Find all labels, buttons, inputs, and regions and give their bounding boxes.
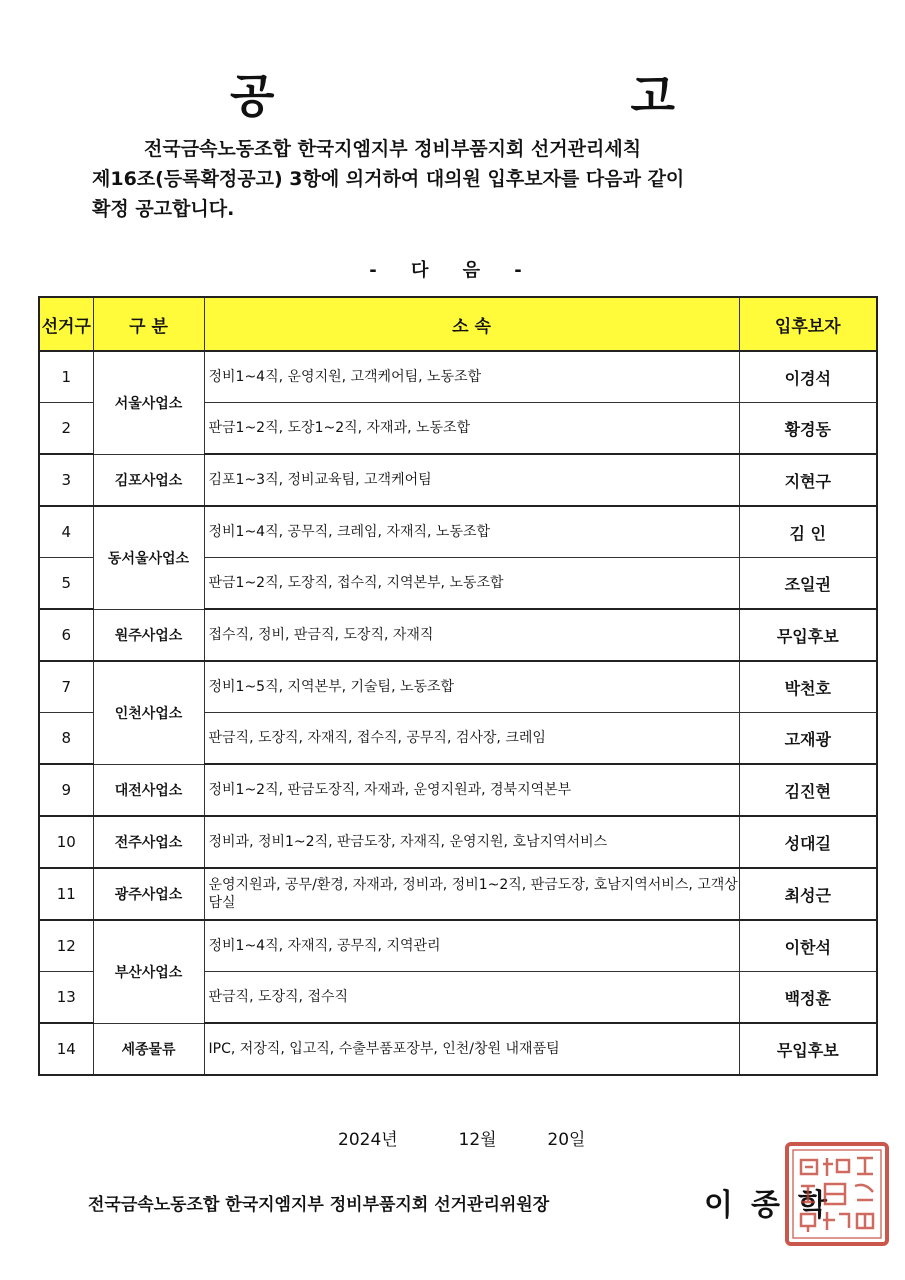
division-cell: 부산사업소	[93, 920, 204, 1023]
division-cell: 원주사업소	[93, 609, 204, 661]
intro-text	[92, 134, 832, 224]
district-no: 5	[39, 558, 93, 610]
table-row	[39, 764, 877, 816]
intro-line-3: 확정 공고합니다.	[92, 198, 235, 220]
table-row	[39, 351, 877, 403]
header-division: 구 분	[93, 297, 204, 351]
affiliation-cell: 판금직, 도장직, 접수직	[204, 972, 739, 1024]
candidate-cell: 성대길	[739, 816, 877, 868]
district-no: 3	[39, 454, 93, 506]
header-affiliation: 소 속	[204, 297, 739, 351]
official-seal-stamp	[783, 1140, 891, 1248]
affiliation-cell: 정비1~4직, 운영지원, 고객케어팀, 노동조합	[204, 351, 739, 403]
division-cell: 광주사업소	[93, 868, 204, 920]
affiliation-cell: 정비1~2직, 판금도장직, 자재과, 운영지원과, 경북지역본부	[204, 764, 739, 816]
candidate-cell: 백정훈	[739, 972, 877, 1024]
candidate-cell: 조일권	[739, 558, 877, 610]
table-row	[39, 920, 877, 972]
date-year: 2024년	[338, 1130, 398, 1150]
header-district: 선거구	[39, 297, 93, 351]
affiliation-cell: 정비1~5직, 지역본부, 기술팀, 노동조합	[204, 661, 739, 713]
table-row	[39, 609, 877, 661]
affiliation-cell: 판금1~2직, 도장1~2직, 자재과, 노동조합	[204, 403, 739, 455]
affiliation-cell: 판금직, 도장직, 자재직, 접수직, 공무직, 검사장, 크레임	[204, 713, 739, 765]
candidate-cell: 무입후보	[739, 1023, 877, 1075]
table-row	[39, 454, 877, 506]
notice-date	[338, 1125, 585, 1150]
intro-line-1: 전국금속노동조합 한국지엠지부 정비부품지회 선거관리세칙	[144, 138, 642, 160]
date-month: 12월	[458, 1130, 497, 1150]
intro-line-2: 제16조(등록확정공고) 3항에 의거하여 대의원 입후보자를 다음과 같이	[92, 168, 685, 190]
candidate-cell: 지현구	[739, 454, 877, 506]
district-no: 2	[39, 403, 93, 455]
table-row	[39, 661, 877, 713]
table-header-row	[39, 297, 877, 351]
district-no: 4	[39, 506, 93, 558]
affiliation-cell: 정비1~4직, 공무직, 크레임, 자재직, 노동조합	[204, 506, 739, 558]
candidate-cell: 김 인	[739, 506, 877, 558]
table-row	[39, 506, 877, 558]
table-row	[39, 1023, 877, 1075]
date-day: 20일	[547, 1130, 586, 1150]
affiliation-cell: 판금1~2직, 도장직, 접수직, 지역본부, 노동조합	[204, 558, 739, 610]
header-candidate: 입후보자	[739, 297, 877, 351]
issuer-title: 전국금속노동조합 한국지엠지부 정비부품지회 선거관리위원장	[88, 1195, 550, 1215]
division-cell: 동서울사업소	[93, 506, 204, 609]
signer-name: 이종학	[704, 1188, 845, 1223]
candidate-cell: 박천호	[739, 661, 877, 713]
affiliation-cell: IPC, 저장직, 입고직, 수출부품포장부, 인천/창원 내재품팀	[204, 1023, 739, 1075]
candidate-cell: 김진현	[739, 764, 877, 816]
affiliation-cell: 김포1~3직, 정비교육팀, 고객케어팀	[204, 454, 739, 506]
division-cell: 서울사업소	[93, 351, 204, 454]
table-row	[39, 816, 877, 868]
district-no: 7	[39, 661, 93, 713]
district-no: 9	[39, 764, 93, 816]
district-no: 13	[39, 972, 93, 1024]
district-no: 1	[39, 351, 93, 403]
affiliation-cell: 정비과, 정비1~2직, 판금도장, 자재직, 운영지원, 호남지역서비스	[204, 816, 739, 868]
district-no: 11	[39, 868, 93, 920]
division-cell: 대전사업소	[93, 764, 204, 816]
district-no: 10	[39, 816, 93, 868]
affiliation-cell: 접수직, 정비, 판금직, 도장직, 자재직	[204, 609, 739, 661]
district-no: 12	[39, 920, 93, 972]
candidate-cell: 황경동	[739, 403, 877, 455]
candidate-table	[38, 296, 878, 1076]
table-row	[39, 868, 877, 920]
candidate-cell: 이경석	[739, 351, 877, 403]
division-cell: 세종물류	[93, 1023, 204, 1075]
subheading: - 다 음 -	[369, 260, 536, 281]
district-no: 14	[39, 1023, 93, 1075]
candidate-cell: 최성근	[739, 868, 877, 920]
notice-title: 공 고	[230, 69, 845, 123]
division-cell: 인천사업소	[93, 661, 204, 764]
affiliation-cell: 운영지원과, 공무/환경, 자재과, 정비과, 정비1~2직, 판금도장, 호남지역서비스, 고객상담실	[204, 868, 739, 920]
affiliation-cell: 정비1~4직, 자재직, 공무직, 지역관리	[204, 920, 739, 972]
division-cell: 김포사업소	[93, 454, 204, 506]
division-cell: 전주사업소	[93, 816, 204, 868]
candidate-cell: 이한석	[739, 920, 877, 972]
district-no: 6	[39, 609, 93, 661]
district-no: 8	[39, 713, 93, 765]
candidate-cell: 무입후보	[739, 609, 877, 661]
candidate-cell: 고재광	[739, 713, 877, 765]
